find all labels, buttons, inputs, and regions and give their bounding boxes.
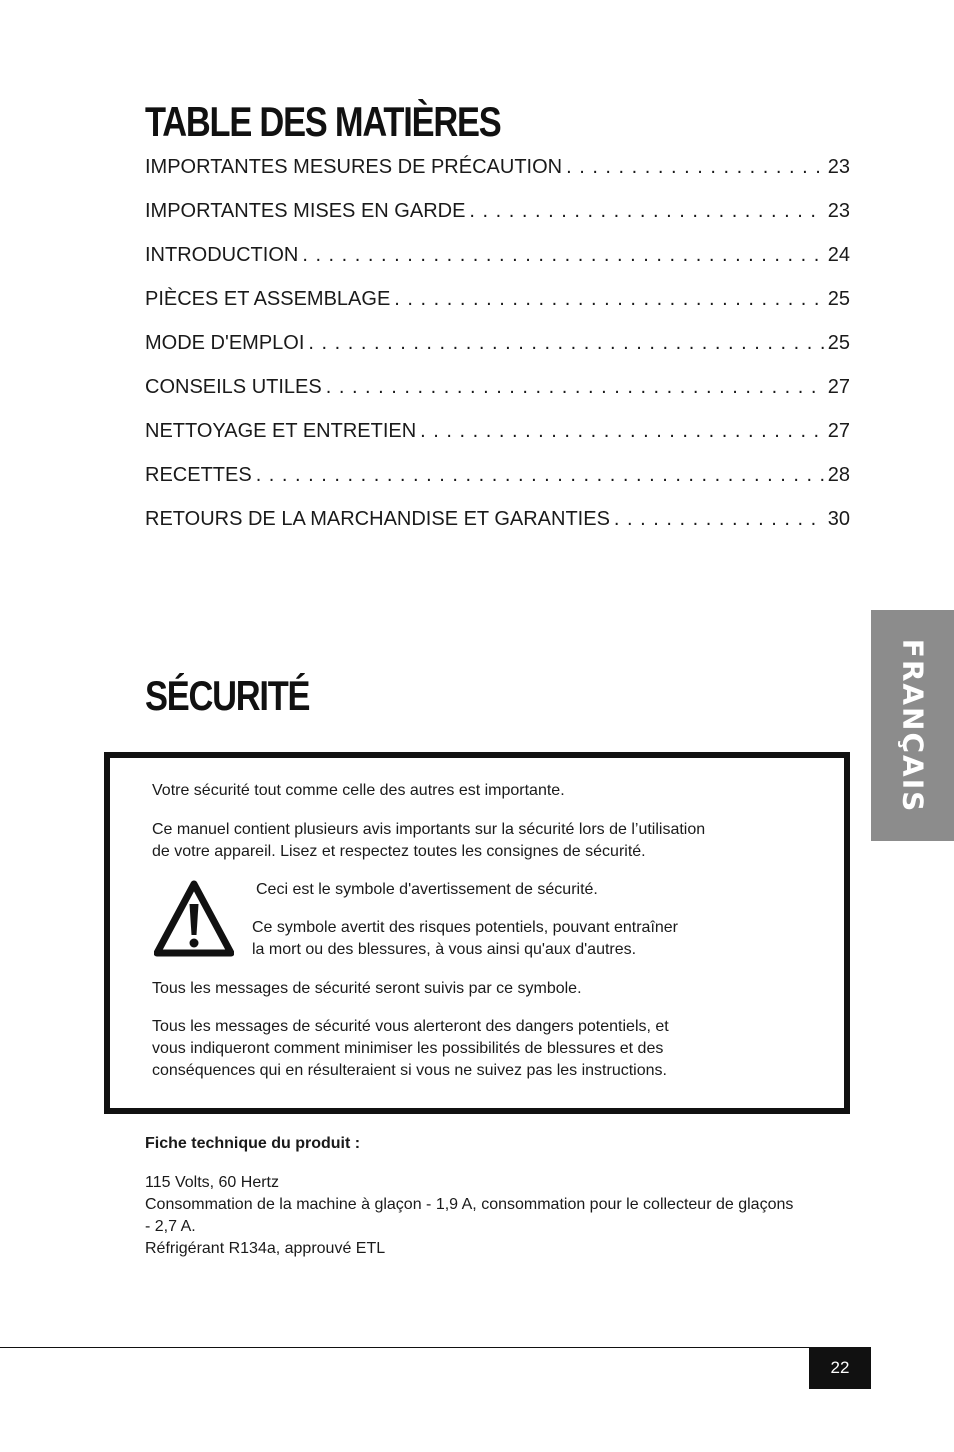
toc-leader-dots bbox=[394, 288, 823, 311]
toc-entry-label: IMPORTANTES MISES EN GARDE bbox=[145, 200, 466, 222]
toc-entry[interactable] bbox=[145, 200, 850, 244]
toc-entry-page: 23 bbox=[827, 156, 850, 178]
safety-symbol-caption: Ceci est le symbole d'avertissement de sécurité. bbox=[256, 881, 598, 898]
safety-paragraph: Tous les messages de sécurité seront suivis par ce symbole. bbox=[152, 980, 582, 997]
toc-entry-label: IMPORTANTES MESURES DE PRÉCAUTION bbox=[145, 156, 563, 178]
toc-entry-label: CONSEILS UTILES bbox=[145, 376, 322, 398]
toc-entry-label: RETOURS DE LA MARCHANDISE ET GARANTIES bbox=[145, 508, 610, 530]
toc-entry-page: 25 bbox=[827, 332, 850, 354]
toc-entry-label: PIÈCES ET ASSEMBLAGE bbox=[145, 288, 391, 310]
spec-details: 115 Volts, 60 Hertz Consommation de la machine à glaçon - 1,9 A, consommation pour le collecteur de glaçons - 2,7 A. Réfrigérant R134a, approuvé ETL bbox=[145, 1174, 794, 1257]
page-number: 22 bbox=[809, 1347, 871, 1389]
toc-entry[interactable] bbox=[145, 156, 850, 200]
toc-entry-page: 25 bbox=[827, 288, 850, 310]
toc-entry-page: 23 bbox=[827, 200, 850, 222]
toc-leader-dots bbox=[420, 420, 824, 443]
table-of-contents bbox=[145, 156, 850, 552]
toc-entry[interactable] bbox=[145, 244, 850, 288]
toc-entry-page: 30 bbox=[827, 508, 850, 530]
safety-paragraph: Votre sécurité tout comme celle des autres est importante. bbox=[152, 782, 565, 799]
safety-notice-box bbox=[104, 752, 850, 1114]
toc-entry[interactable] bbox=[145, 420, 850, 464]
language-tab-label: FRANÇAIS bbox=[896, 638, 929, 813]
language-side-tab bbox=[871, 610, 954, 841]
toc-entry[interactable] bbox=[145, 376, 850, 420]
toc-entry[interactable] bbox=[145, 464, 850, 508]
toc-entry[interactable] bbox=[145, 508, 850, 552]
toc-entry-page: 24 bbox=[827, 244, 850, 266]
toc-entry-label: RECETTES bbox=[145, 464, 252, 486]
toc-entry-label: NETTOYAGE ET ENTRETIEN bbox=[145, 420, 417, 442]
toc-leader-dots bbox=[566, 156, 824, 179]
toc-leader-dots bbox=[614, 508, 824, 531]
toc-leader-dots bbox=[308, 332, 823, 355]
toc-entry-label: MODE D'EMPLOI bbox=[145, 332, 305, 354]
safety-title: SÉCURITÉ bbox=[145, 672, 310, 719]
warning-triangle-icon bbox=[154, 880, 234, 958]
toc-entry[interactable] bbox=[145, 288, 850, 332]
toc-entry-label: INTRODUCTION bbox=[145, 244, 299, 266]
safety-paragraph: Ce manuel contient plusieurs avis importants sur la sécurité lors de l’utilisation de votre appareil. Lisez et respectez toutes les consignes de sécurité. bbox=[152, 821, 706, 860]
toc-entry[interactable] bbox=[145, 332, 850, 376]
toc-leader-dots bbox=[256, 464, 824, 487]
safety-paragraph: Tous les messages de sécurité vous alerteront des dangers potentiels, et vous indiqueront comment minimiser les possibilités de blessures et des conséquences qui en résulteraient si vous ne suivez pas les instructions. bbox=[152, 1018, 669, 1079]
toc-leader-dots bbox=[302, 244, 823, 267]
spec-title: Fiche technique du produit : bbox=[145, 1135, 361, 1152]
toc-leader-dots bbox=[469, 200, 823, 223]
toc-title: TABLE DES MATIÈRES bbox=[145, 98, 501, 145]
safety-symbol-description: Ce symbole avertit des risques potentiels, pouvant entraîner la mort ou des blessures, à vous ainsi qu'aux d'autres. bbox=[252, 919, 679, 958]
toc-leader-dots bbox=[326, 376, 824, 399]
footer-rule bbox=[0, 1347, 871, 1348]
toc-entry-page: 28 bbox=[827, 464, 850, 486]
toc-entry-page: 27 bbox=[827, 376, 850, 398]
toc-entry-page: 27 bbox=[827, 420, 850, 442]
